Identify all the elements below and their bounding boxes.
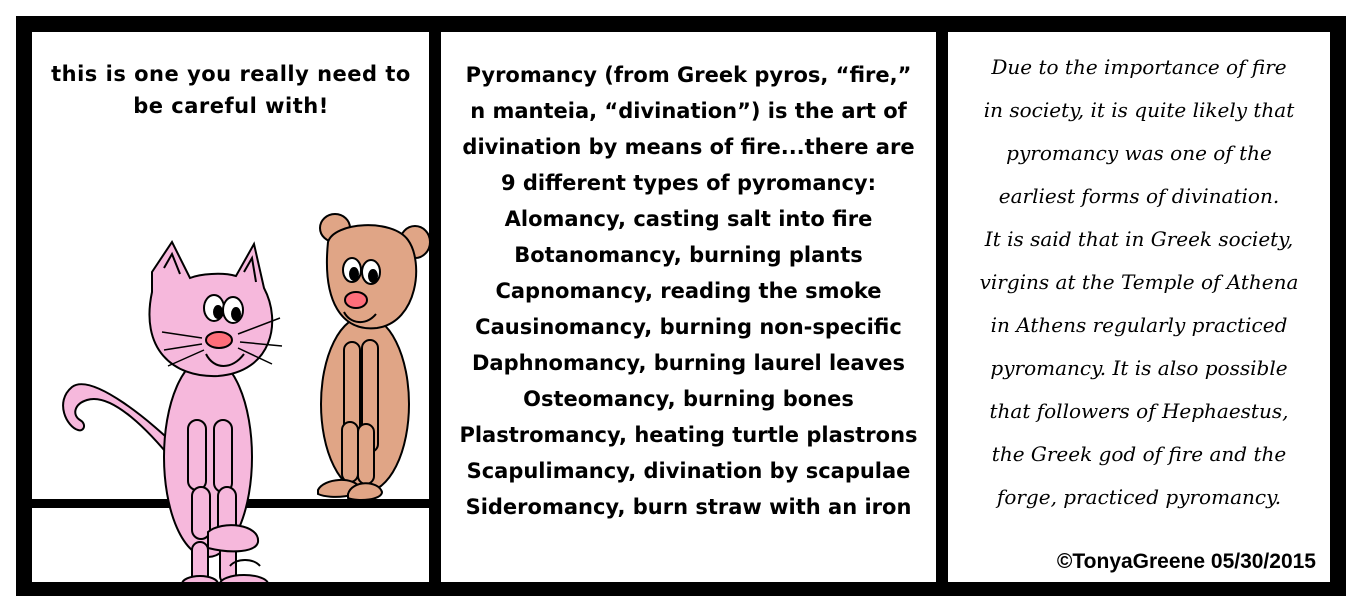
caption-line: Alomancy, casting salt into fire (504, 207, 873, 231)
panel-2 (441, 32, 936, 582)
caption-line: It is said that in Greek society, (984, 227, 1294, 251)
caption-line: in Athens regularly practiced (990, 313, 1288, 337)
caption-line: in society, it is quite likely that (983, 98, 1295, 122)
caption-line: that followers of Hephaestus, (989, 399, 1289, 423)
caption-line: this is one you really need to (51, 62, 411, 86)
caption-line: Pyromancy (from Greek pyros, “fire,” (465, 63, 912, 87)
bear-character (318, 214, 429, 500)
caption-line: Plastromancy, heating turtle plastrons (459, 423, 918, 447)
caption-line: pyromancy. It is also possible (990, 356, 1288, 380)
comic-strip (16, 16, 1346, 596)
bear-nose (345, 292, 367, 308)
caption-line: Osteomancy, burning bones (523, 387, 854, 411)
caption-line: Due to the importance of fire (991, 55, 1287, 79)
caption-line: Scapulimancy, divination by scapulae (466, 459, 911, 483)
caption-line: the Greek god of fire and the (991, 442, 1287, 466)
caption-line: pyromancy was one of the (1006, 141, 1272, 165)
characters-illustration (32, 32, 429, 582)
cat-character (63, 242, 282, 582)
caption-line: Sideromancy, burn straw with an iron (465, 495, 912, 519)
caption-line: earliest forms of divination. (998, 184, 1280, 208)
caption-line: Causinomancy, burning non-specific (475, 315, 902, 339)
caption-line: divination by means of fire...there are (462, 135, 915, 159)
caption-line: be careful with! (133, 94, 329, 118)
caption-line: n manteia, “divination”) is the art of (470, 99, 907, 123)
caption-line: 9 different types of pyromancy: (500, 171, 877, 195)
caption-line: Capnomancy, reading the smoke (495, 279, 882, 303)
panel-3 (948, 32, 1330, 582)
caption-line: forge, practiced pyromancy. (996, 485, 1282, 509)
caption-line: Daphnomancy, burning laurel leaves (471, 351, 905, 375)
caption-line: Botanomancy, burning plants (514, 243, 863, 267)
caption-line: virgins at the Temple of Athena (979, 270, 1299, 294)
panel-1 (32, 32, 429, 582)
panel-2-caption (441, 57, 936, 525)
copyright-notice: ©TonyaGreene 05/30/2015 (1056, 550, 1316, 573)
panel-3-caption (948, 46, 1330, 519)
cat-nose (206, 332, 232, 348)
